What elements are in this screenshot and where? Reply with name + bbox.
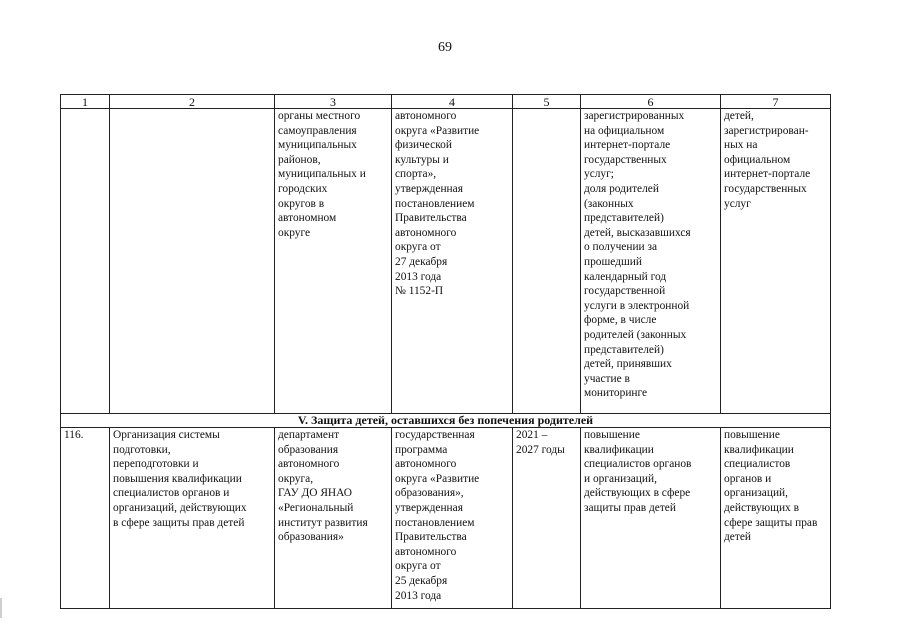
indicator-text: зарегистрированных на официальном интернет-портале государственных услуг; доля родителей (законных представителей) детей, высказавшихся о получении за прошедший календарный год государственной услуги в электронной форме, в числе родителей (законных представителей) детей, принявших участие в мониторинге (584, 110, 691, 400)
column-number-2: 2 (110, 95, 275, 109)
measures-table (60, 94, 831, 609)
column-number-row (61, 95, 831, 109)
column-number-4: 4 (392, 95, 513, 109)
period-cell (513, 109, 581, 414)
column-number-1: 1 (61, 95, 110, 109)
period-text: 2021 – 2027 годы (516, 429, 565, 456)
section-title: V. Защита детей, оставшихся без попечения родителей (61, 414, 831, 428)
program-text: государственная программа автономного округа «Развитие образования», утвержденная постановлением Правительства автономного округа от 25 декабря 2013 года (395, 429, 480, 602)
column-number-3: 3 (275, 95, 392, 109)
indicator-cell (581, 428, 721, 609)
column-number-6: 6 (581, 95, 721, 109)
table-row-continued (61, 109, 831, 414)
program-cell (392, 109, 513, 414)
result-cell (721, 109, 831, 414)
row-number-cell (61, 109, 110, 414)
indicator-text: повышение квалификации специалистов органов и организаций, действующих в сфере защиты прав детей (584, 429, 692, 514)
column-number-7: 7 (721, 95, 831, 109)
table-row-116 (61, 428, 831, 609)
column-number-5: 5 (513, 95, 581, 109)
program-cell (392, 428, 513, 609)
executor-cell (275, 109, 392, 414)
executor-text: департамент образования автономного округа, ГАУ ДО ЯНАО «Региональный институт развития образования» (278, 429, 368, 544)
result-cell (721, 428, 831, 609)
result-text: повышение квалификации специалистов органов и организаций, действующих в сфере защиты прав детей (724, 429, 818, 544)
measure-cell (110, 109, 275, 414)
row-number: 116. (64, 429, 84, 441)
result-text: детей, зарегистрирован- ных на официальном интернет-портале государственных услуг (724, 110, 811, 210)
measure-cell (110, 428, 275, 609)
program-text: автономного округа «Развитие физической культуры и спорта», утвержденная постановлением Правительства автономного округа от 27 декабря 2013 года № 1152-П (395, 110, 480, 298)
measure-text: Организация системы подготовки, переподготовки и повышения квалификации специалистов органов и организаций, действующих в сфере защиты прав детей (113, 429, 247, 529)
row-number-cell (61, 428, 110, 609)
page-number: 69 (438, 40, 452, 55)
section-heading-row (61, 414, 831, 428)
executor-cell (275, 428, 392, 609)
period-cell (513, 428, 581, 609)
scan-edge-mark (0, 598, 2, 618)
indicator-cell (581, 109, 721, 414)
executor-text: органы местного самоуправления муниципальных районов, муниципальных и городских округов в автономном округе (278, 110, 366, 239)
